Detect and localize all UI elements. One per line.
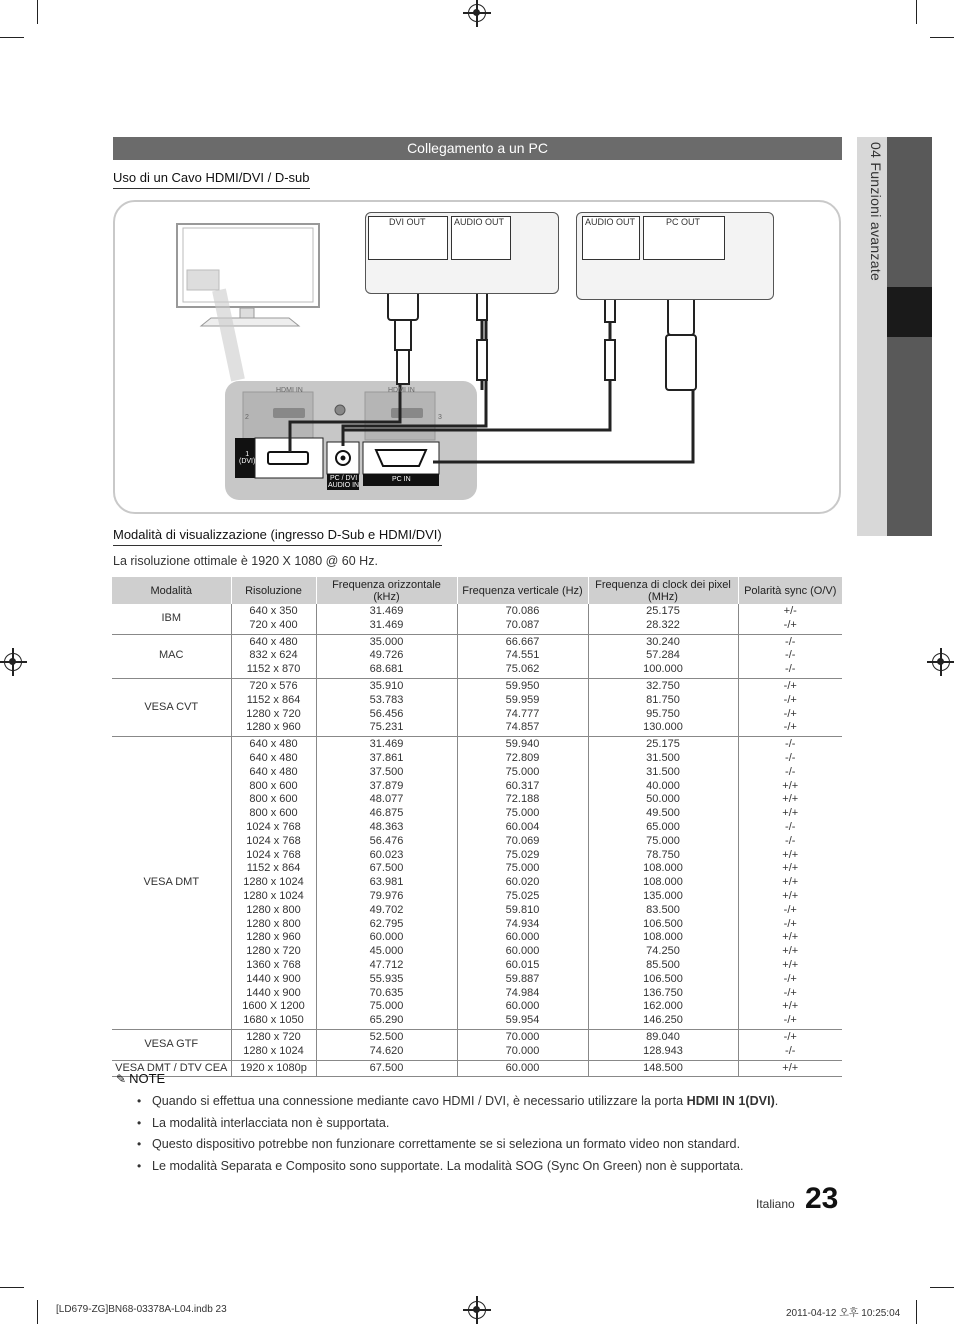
horizontal-frequency-value: 31.469 bbox=[369, 605, 404, 617]
vertical-frequency-value: 60.000 bbox=[505, 1000, 540, 1013]
pixel-clock-value: 100.000 bbox=[643, 663, 683, 676]
sync-polarity-value: -/+ bbox=[783, 721, 797, 734]
side-tab-label: 04 Funzioni avanzate bbox=[868, 142, 884, 282]
pixel-clock-value: 65.000 bbox=[646, 820, 680, 833]
list-item bbox=[137, 1158, 837, 1180]
resolution-value: 1680 x 1050 bbox=[243, 1014, 304, 1027]
registration-mark-icon bbox=[468, 1301, 486, 1319]
horizontal-frequency-value: 48.077 bbox=[369, 793, 404, 806]
horizontal-frequency-cell bbox=[316, 678, 457, 736]
horizontal-frequency-cell bbox=[316, 604, 457, 634]
vertical-frequency-value: 70.086 bbox=[505, 605, 540, 617]
list-item bbox=[137, 1093, 837, 1115]
crop-mark bbox=[930, 37, 954, 38]
audio-out-label-2: AUDIO OUT bbox=[585, 217, 636, 227]
horizontal-frequency-value: 37.500 bbox=[369, 765, 404, 778]
pixel-clock-value: 40.000 bbox=[646, 779, 680, 792]
resolution-value: 1280 x 1024 bbox=[243, 889, 304, 902]
pixel-clock-cell bbox=[588, 1029, 738, 1060]
resolution-value: 1280 x 720 bbox=[246, 945, 301, 958]
horizontal-frequency-value: 37.861 bbox=[369, 751, 404, 764]
sync-polarity-value: +/+ bbox=[782, 889, 799, 902]
hdmi-in-label: HDMI IN bbox=[388, 387, 415, 394]
pixel-clock-cell bbox=[588, 604, 738, 634]
sync-polarity-value: +/+ bbox=[782, 779, 799, 792]
cable-subheading: Uso di un Cavo HDMI/DVI / D-sub bbox=[113, 170, 310, 185]
sync-polarity-value: -/- bbox=[785, 738, 796, 751]
sync-polarity-value: +/+ bbox=[782, 958, 799, 971]
optimal-resolution: La risoluzione ottimale è 1920 X 1080 @ 60 Hz. bbox=[113, 554, 378, 568]
vertical-frequency-value: 74.857 bbox=[505, 721, 540, 734]
mode-cell: VESA DMT / DTV CEA bbox=[112, 1060, 231, 1077]
sync-polarity-value: +/- bbox=[783, 605, 797, 617]
resolution-cell bbox=[231, 1029, 316, 1060]
sync-polarity-value: +/+ bbox=[782, 848, 799, 861]
table-row bbox=[112, 1029, 842, 1060]
audio-out-label: AUDIO OUT bbox=[454, 217, 505, 227]
pixel-clock-cell bbox=[588, 1060, 738, 1077]
pencil-icon: ✎ bbox=[116, 1072, 127, 1086]
mode-cell: VESA GTF bbox=[112, 1029, 231, 1060]
vertical-frequency-value: 60.015 bbox=[505, 958, 540, 971]
resolution-value: 640 x 480 bbox=[249, 751, 298, 764]
pixel-clock-value: 130.000 bbox=[643, 721, 683, 734]
vertical-frequency-value: 74.551 bbox=[505, 649, 540, 662]
resolution-value: 1440 x 900 bbox=[246, 986, 301, 999]
pixel-clock-value: 75.000 bbox=[646, 834, 680, 847]
pixel-clock-value: 106.500 bbox=[643, 972, 683, 985]
vertical-frequency-value: 72.188 bbox=[505, 793, 540, 806]
dvi-out-label: DVI OUT bbox=[389, 217, 426, 227]
resolution-value: 1600 X 1200 bbox=[242, 1000, 305, 1013]
resolution-value: 720 x 400 bbox=[249, 618, 298, 631]
pixel-clock-value: 81.750 bbox=[646, 693, 680, 706]
pixel-clock-value: 128.943 bbox=[643, 1044, 683, 1057]
pixel-clock-value: 31.500 bbox=[646, 765, 680, 778]
horizontal-frequency-value: 65.290 bbox=[369, 1014, 404, 1027]
resolution-value: 640 x 350 bbox=[249, 605, 298, 617]
sync-polarity-value: -/- bbox=[785, 834, 796, 847]
horizontal-frequency-value: 45.000 bbox=[369, 945, 404, 958]
mode-cell: MAC bbox=[112, 634, 231, 678]
pixel-clock-value: 108.000 bbox=[643, 876, 683, 889]
slug-timestamp: 2011-04-12 오후 10:25:04 bbox=[786, 1308, 901, 1319]
horizontal-frequency-value: 53.783 bbox=[369, 693, 404, 706]
horizontal-frequency-value: 55.935 bbox=[369, 972, 404, 985]
sync-polarity-value: +/+ bbox=[782, 862, 799, 875]
resolution-cell bbox=[231, 737, 316, 1030]
vertical-frequency-value: 66.667 bbox=[505, 635, 540, 648]
pixel-clock-value: 49.500 bbox=[646, 807, 680, 820]
table-row bbox=[112, 678, 842, 736]
column-header: Risoluzione bbox=[231, 577, 316, 604]
modes-subheading: Modalità di visualizzazione (ingresso D-Sub e HDMI/DVI) bbox=[113, 527, 442, 542]
sync-polarity-value: -/- bbox=[785, 751, 796, 764]
horizontal-frequency-value: 37.879 bbox=[369, 779, 404, 792]
resolution-value: 1024 x 768 bbox=[246, 848, 301, 861]
vertical-frequency-value: 75.025 bbox=[505, 889, 540, 902]
horizontal-frequency-value: 67.500 bbox=[369, 1061, 404, 1074]
resolution-value: 1440 x 900 bbox=[246, 972, 301, 985]
crop-mark bbox=[916, 1300, 917, 1324]
note-list bbox=[137, 1093, 837, 1179]
resolution-value: 800 x 600 bbox=[249, 793, 298, 806]
vertical-frequency-cell bbox=[457, 678, 588, 736]
vertical-frequency-cell bbox=[457, 737, 588, 1030]
pixel-clock-value: 25.175 bbox=[646, 738, 680, 751]
resolution-value: 1280 x 1024 bbox=[243, 876, 304, 889]
sync-polarity-cell bbox=[738, 678, 842, 736]
resolution-value: 1152 x 864 bbox=[246, 693, 301, 706]
pixel-clock-value: 57.284 bbox=[646, 649, 680, 662]
vertical-frequency-value: 70.069 bbox=[505, 834, 540, 847]
vertical-frequency-value: 75.000 bbox=[505, 862, 540, 875]
vertical-frequency-value: 60.000 bbox=[505, 931, 540, 944]
sync-polarity-cell bbox=[738, 634, 842, 678]
horizontal-frequency-value: 70.635 bbox=[369, 986, 404, 999]
vertical-frequency-cell bbox=[457, 604, 588, 634]
horizontal-frequency-cell bbox=[316, 1060, 457, 1077]
vertical-frequency-value: 74.934 bbox=[505, 917, 540, 930]
resolution-value: 1152 x 870 bbox=[246, 663, 301, 676]
horizontal-frequency-value: 52.500 bbox=[369, 1030, 404, 1043]
resolution-value: 720 x 576 bbox=[249, 679, 298, 692]
vertical-frequency-value: 60.004 bbox=[505, 820, 540, 833]
resolution-value: 1280 x 720 bbox=[246, 1030, 301, 1043]
tv-icon bbox=[177, 224, 319, 380]
registration-mark-icon bbox=[4, 653, 22, 671]
pixel-clock-value: 135.000 bbox=[643, 889, 683, 902]
vertical-frequency-value: 59.940 bbox=[505, 738, 540, 751]
sync-polarity-cell bbox=[738, 1029, 842, 1060]
sync-polarity-value: +/+ bbox=[782, 807, 799, 820]
column-header: Frequenza di clock dei pixel (MHz) bbox=[588, 577, 738, 604]
vertical-frequency-value: 70.000 bbox=[505, 1030, 540, 1043]
horizontal-frequency-cell bbox=[316, 634, 457, 678]
hdmi-in-label: HDMI IN bbox=[276, 387, 303, 394]
horizontal-frequency-cell bbox=[316, 737, 457, 1030]
vertical-frequency-value: 70.087 bbox=[505, 618, 540, 631]
sync-polarity-value: -/- bbox=[785, 820, 796, 833]
pixel-clock-value: 83.500 bbox=[646, 903, 680, 916]
horizontal-frequency-value: 31.469 bbox=[369, 618, 404, 631]
crop-mark bbox=[37, 1300, 38, 1324]
sync-polarity-cell bbox=[738, 737, 842, 1030]
table-header-row bbox=[112, 577, 842, 604]
horizontal-frequency-value: 79.976 bbox=[369, 889, 404, 902]
crop-mark bbox=[930, 1287, 954, 1288]
horizontal-frequency-value: 49.702 bbox=[369, 903, 404, 916]
note-title: NOTE bbox=[129, 1071, 166, 1086]
table-row bbox=[112, 604, 842, 634]
sync-polarity-value: -/+ bbox=[783, 1030, 797, 1043]
sync-polarity-value: -/+ bbox=[783, 917, 797, 930]
pixel-clock-value: 108.000 bbox=[643, 931, 683, 944]
note-text: La modalità interlacciata non è supportata. bbox=[152, 1115, 390, 1130]
sync-polarity-value: +/+ bbox=[782, 793, 799, 806]
sync-polarity-value: -/+ bbox=[783, 986, 797, 999]
vertical-frequency-value: 60.317 bbox=[505, 779, 540, 792]
sync-polarity-value: -/+ bbox=[783, 1014, 797, 1027]
pixel-clock-value: 106.500 bbox=[643, 917, 683, 930]
display-modes-table bbox=[112, 577, 842, 1077]
pixel-clock-value: 136.750 bbox=[643, 986, 683, 999]
hdmi-2-number: 2 bbox=[245, 414, 249, 421]
slug-filename: [LD679-ZG]BN68-03378A-L04.indb 23 bbox=[56, 1304, 227, 1315]
sync-polarity-value: -/+ bbox=[783, 693, 797, 706]
mode-cell: VESA CVT bbox=[112, 678, 231, 736]
hdmi-3-number: 3 bbox=[438, 414, 442, 421]
column-header: Modalità bbox=[112, 577, 231, 604]
table-row bbox=[112, 634, 842, 678]
horizontal-frequency-value: 31.469 bbox=[369, 738, 404, 751]
vertical-frequency-cell bbox=[457, 1029, 588, 1060]
horizontal-frequency-value: 56.476 bbox=[369, 834, 404, 847]
vertical-frequency-value: 60.000 bbox=[505, 1061, 540, 1074]
resolution-value: 1024 x 768 bbox=[246, 820, 301, 833]
resolution-value: 832 x 624 bbox=[249, 649, 298, 662]
list-item bbox=[137, 1136, 837, 1158]
list-item bbox=[137, 1115, 837, 1137]
horizontal-frequency-value: 67.500 bbox=[369, 862, 404, 875]
vertical-frequency-cell bbox=[457, 1060, 588, 1077]
vertical-frequency-value: 59.887 bbox=[505, 972, 540, 985]
resolution-value: 1024 x 768 bbox=[246, 834, 301, 847]
sync-polarity-value: -/- bbox=[785, 663, 796, 676]
sync-polarity-value: +/+ bbox=[782, 1000, 799, 1013]
resolution-value: 1280 x 720 bbox=[246, 707, 301, 720]
note-text: Questo dispositivo potrebbe non funzionare correttamente se si seleziona un formato video non standard. bbox=[152, 1137, 741, 1151]
pixel-clock-value: 78.750 bbox=[646, 848, 680, 861]
vertical-frequency-cell bbox=[457, 634, 588, 678]
note-heading bbox=[116, 1071, 165, 1086]
side-tab-indicator bbox=[887, 287, 932, 337]
sync-polarity-value: +/+ bbox=[782, 945, 799, 958]
vertical-frequency-value: 60.000 bbox=[505, 945, 540, 958]
pc-in-label: PC IN bbox=[392, 476, 411, 483]
column-header: Frequenza verticale (Hz) bbox=[457, 577, 588, 604]
pixel-clock-cell bbox=[588, 634, 738, 678]
pixel-clock-value: 25.175 bbox=[646, 605, 680, 617]
pixel-clock-value: 30.240 bbox=[646, 635, 680, 648]
pixel-clock-value: 89.040 bbox=[646, 1030, 680, 1043]
sync-polarity-value: -/+ bbox=[783, 679, 797, 692]
sync-polarity-value: +/+ bbox=[782, 876, 799, 889]
pc-out-label: PC OUT bbox=[666, 217, 701, 227]
horizontal-frequency-value: 75.231 bbox=[369, 721, 404, 734]
sync-polarity-value: -/- bbox=[785, 649, 796, 662]
horizontal-frequency-value: 56.456 bbox=[369, 707, 404, 720]
horizontal-frequency-value: 62.795 bbox=[369, 917, 404, 930]
sync-polarity-value: -/+ bbox=[783, 903, 797, 916]
section-title: Collegamento a un PC bbox=[113, 137, 842, 160]
pixel-clock-value: 74.250 bbox=[646, 945, 680, 958]
pixel-clock-cell bbox=[588, 737, 738, 1030]
resolution-value: 1152 x 864 bbox=[246, 862, 301, 875]
pixel-clock-value: 31.500 bbox=[646, 751, 680, 764]
resolution-value: 800 x 600 bbox=[249, 807, 298, 820]
horizontal-frequency-value: 35.910 bbox=[369, 679, 404, 692]
crop-mark bbox=[0, 1287, 24, 1288]
vertical-frequency-value: 70.000 bbox=[505, 1044, 540, 1057]
footer-language: Italiano bbox=[756, 1197, 795, 1211]
sync-polarity-cell bbox=[738, 604, 842, 634]
sync-polarity-value: -/+ bbox=[783, 618, 797, 631]
resolution-value: 1280 x 800 bbox=[246, 917, 301, 930]
horizontal-frequency-value: 35.000 bbox=[369, 635, 404, 648]
horizontal-frequency-value: 46.875 bbox=[369, 807, 404, 820]
sync-polarity-value: +/+ bbox=[782, 1061, 799, 1074]
table-row bbox=[112, 1060, 842, 1077]
horizontal-frequency-value: 47.712 bbox=[369, 958, 404, 971]
crop-mark bbox=[0, 37, 24, 38]
note-text: Le modalità Separata e Composito sono supportate. La modalità SOG (Sync On Green) non è supportata. bbox=[152, 1158, 744, 1173]
note-text-end: . bbox=[774, 1094, 779, 1108]
horizontal-frequency-cell bbox=[316, 1029, 457, 1060]
vertical-frequency-value: 75.062 bbox=[505, 663, 540, 676]
vertical-frequency-value: 75.000 bbox=[505, 807, 540, 820]
pixel-clock-value: 85.500 bbox=[646, 958, 680, 971]
vertical-frequency-value: 74.984 bbox=[505, 986, 540, 999]
horizontal-frequency-value: 68.681 bbox=[369, 663, 404, 676]
vertical-frequency-value: 75.000 bbox=[505, 765, 540, 778]
horizontal-frequency-value: 60.000 bbox=[369, 931, 404, 944]
note-text: Quando si effettua una connessione mediante cavo HDMI / DVI, è necessario utilizzare la porta bbox=[152, 1094, 687, 1108]
mode-cell: IBM bbox=[112, 604, 231, 634]
horizontal-frequency-value: 48.363 bbox=[369, 820, 404, 833]
pixel-clock-value: 108.000 bbox=[643, 862, 683, 875]
sync-polarity-value: -/+ bbox=[783, 707, 797, 720]
vertical-frequency-value: 72.809 bbox=[505, 751, 540, 764]
column-header: Frequenza orizzontale (kHz) bbox=[316, 577, 457, 604]
resolution-value: 1280 x 960 bbox=[246, 931, 301, 944]
registration-mark-icon bbox=[468, 4, 486, 22]
vertical-frequency-value: 74.777 bbox=[505, 707, 540, 720]
resolution-value: 1280 x 960 bbox=[246, 721, 301, 734]
pixel-clock-value: 148.500 bbox=[643, 1061, 683, 1074]
vertical-frequency-value: 59.810 bbox=[505, 903, 540, 916]
registration-mark-icon bbox=[932, 653, 950, 671]
vertical-frequency-value: 75.029 bbox=[505, 848, 540, 861]
horizontal-frequency-value: 75.000 bbox=[369, 1000, 404, 1013]
vertical-frequency-value: 60.020 bbox=[505, 876, 540, 889]
sync-polarity-value: -/- bbox=[785, 1044, 796, 1057]
resolution-cell bbox=[231, 634, 316, 678]
pixel-clock-value: 28.322 bbox=[646, 618, 680, 631]
vertical-frequency-value: 59.950 bbox=[505, 679, 540, 692]
sync-polarity-value: -/- bbox=[785, 765, 796, 778]
pixel-clock-cell bbox=[588, 678, 738, 736]
vertical-frequency-value: 59.959 bbox=[505, 693, 540, 706]
sync-polarity-value: -/- bbox=[785, 635, 796, 648]
pixel-clock-value: 95.750 bbox=[646, 707, 680, 720]
crop-mark bbox=[37, 0, 38, 24]
crop-mark bbox=[916, 0, 917, 24]
resolution-value: 640 x 480 bbox=[249, 765, 298, 778]
pixel-clock-value: 32.750 bbox=[646, 679, 680, 692]
sync-polarity-value: +/+ bbox=[782, 931, 799, 944]
pixel-clock-value: 146.250 bbox=[643, 1014, 683, 1027]
audio-in-label: PC / DVI AUDIO IN bbox=[328, 475, 360, 489]
vertical-frequency-value: 59.954 bbox=[505, 1014, 540, 1027]
mode-cell: VESA DMT bbox=[112, 737, 231, 1030]
resolution-cell bbox=[231, 678, 316, 736]
resolution-value: 1280 x 800 bbox=[246, 903, 301, 916]
resolution-value: 640 x 480 bbox=[249, 635, 298, 648]
table-row bbox=[112, 737, 842, 1030]
horizontal-frequency-value: 74.620 bbox=[369, 1044, 404, 1057]
column-header: Polarità sync (O/V) bbox=[738, 577, 842, 604]
sync-polarity-cell bbox=[738, 1060, 842, 1077]
resolution-value: 1360 x 768 bbox=[246, 958, 301, 971]
hdmi-1-dvi-label: 1 (DVI) bbox=[239, 451, 256, 465]
resolution-value: 1920 x 1080p bbox=[240, 1061, 307, 1074]
resolution-cell bbox=[231, 604, 316, 634]
pixel-clock-value: 50.000 bbox=[646, 793, 680, 806]
note-emphasis: HDMI IN 1(DVI) bbox=[686, 1094, 775, 1108]
resolution-value: 640 x 480 bbox=[249, 738, 298, 751]
sync-polarity-value: -/+ bbox=[783, 972, 797, 985]
resolution-value: 1280 x 1024 bbox=[243, 1044, 304, 1057]
horizontal-frequency-value: 63.981 bbox=[369, 876, 404, 889]
resolution-value: 800 x 600 bbox=[249, 779, 298, 792]
pixel-clock-value: 162.000 bbox=[643, 1000, 683, 1013]
horizontal-frequency-value: 60.023 bbox=[369, 848, 404, 861]
page-number: 23 bbox=[805, 1182, 839, 1215]
resolution-cell bbox=[231, 1060, 316, 1077]
horizontal-frequency-value: 49.726 bbox=[369, 649, 404, 662]
